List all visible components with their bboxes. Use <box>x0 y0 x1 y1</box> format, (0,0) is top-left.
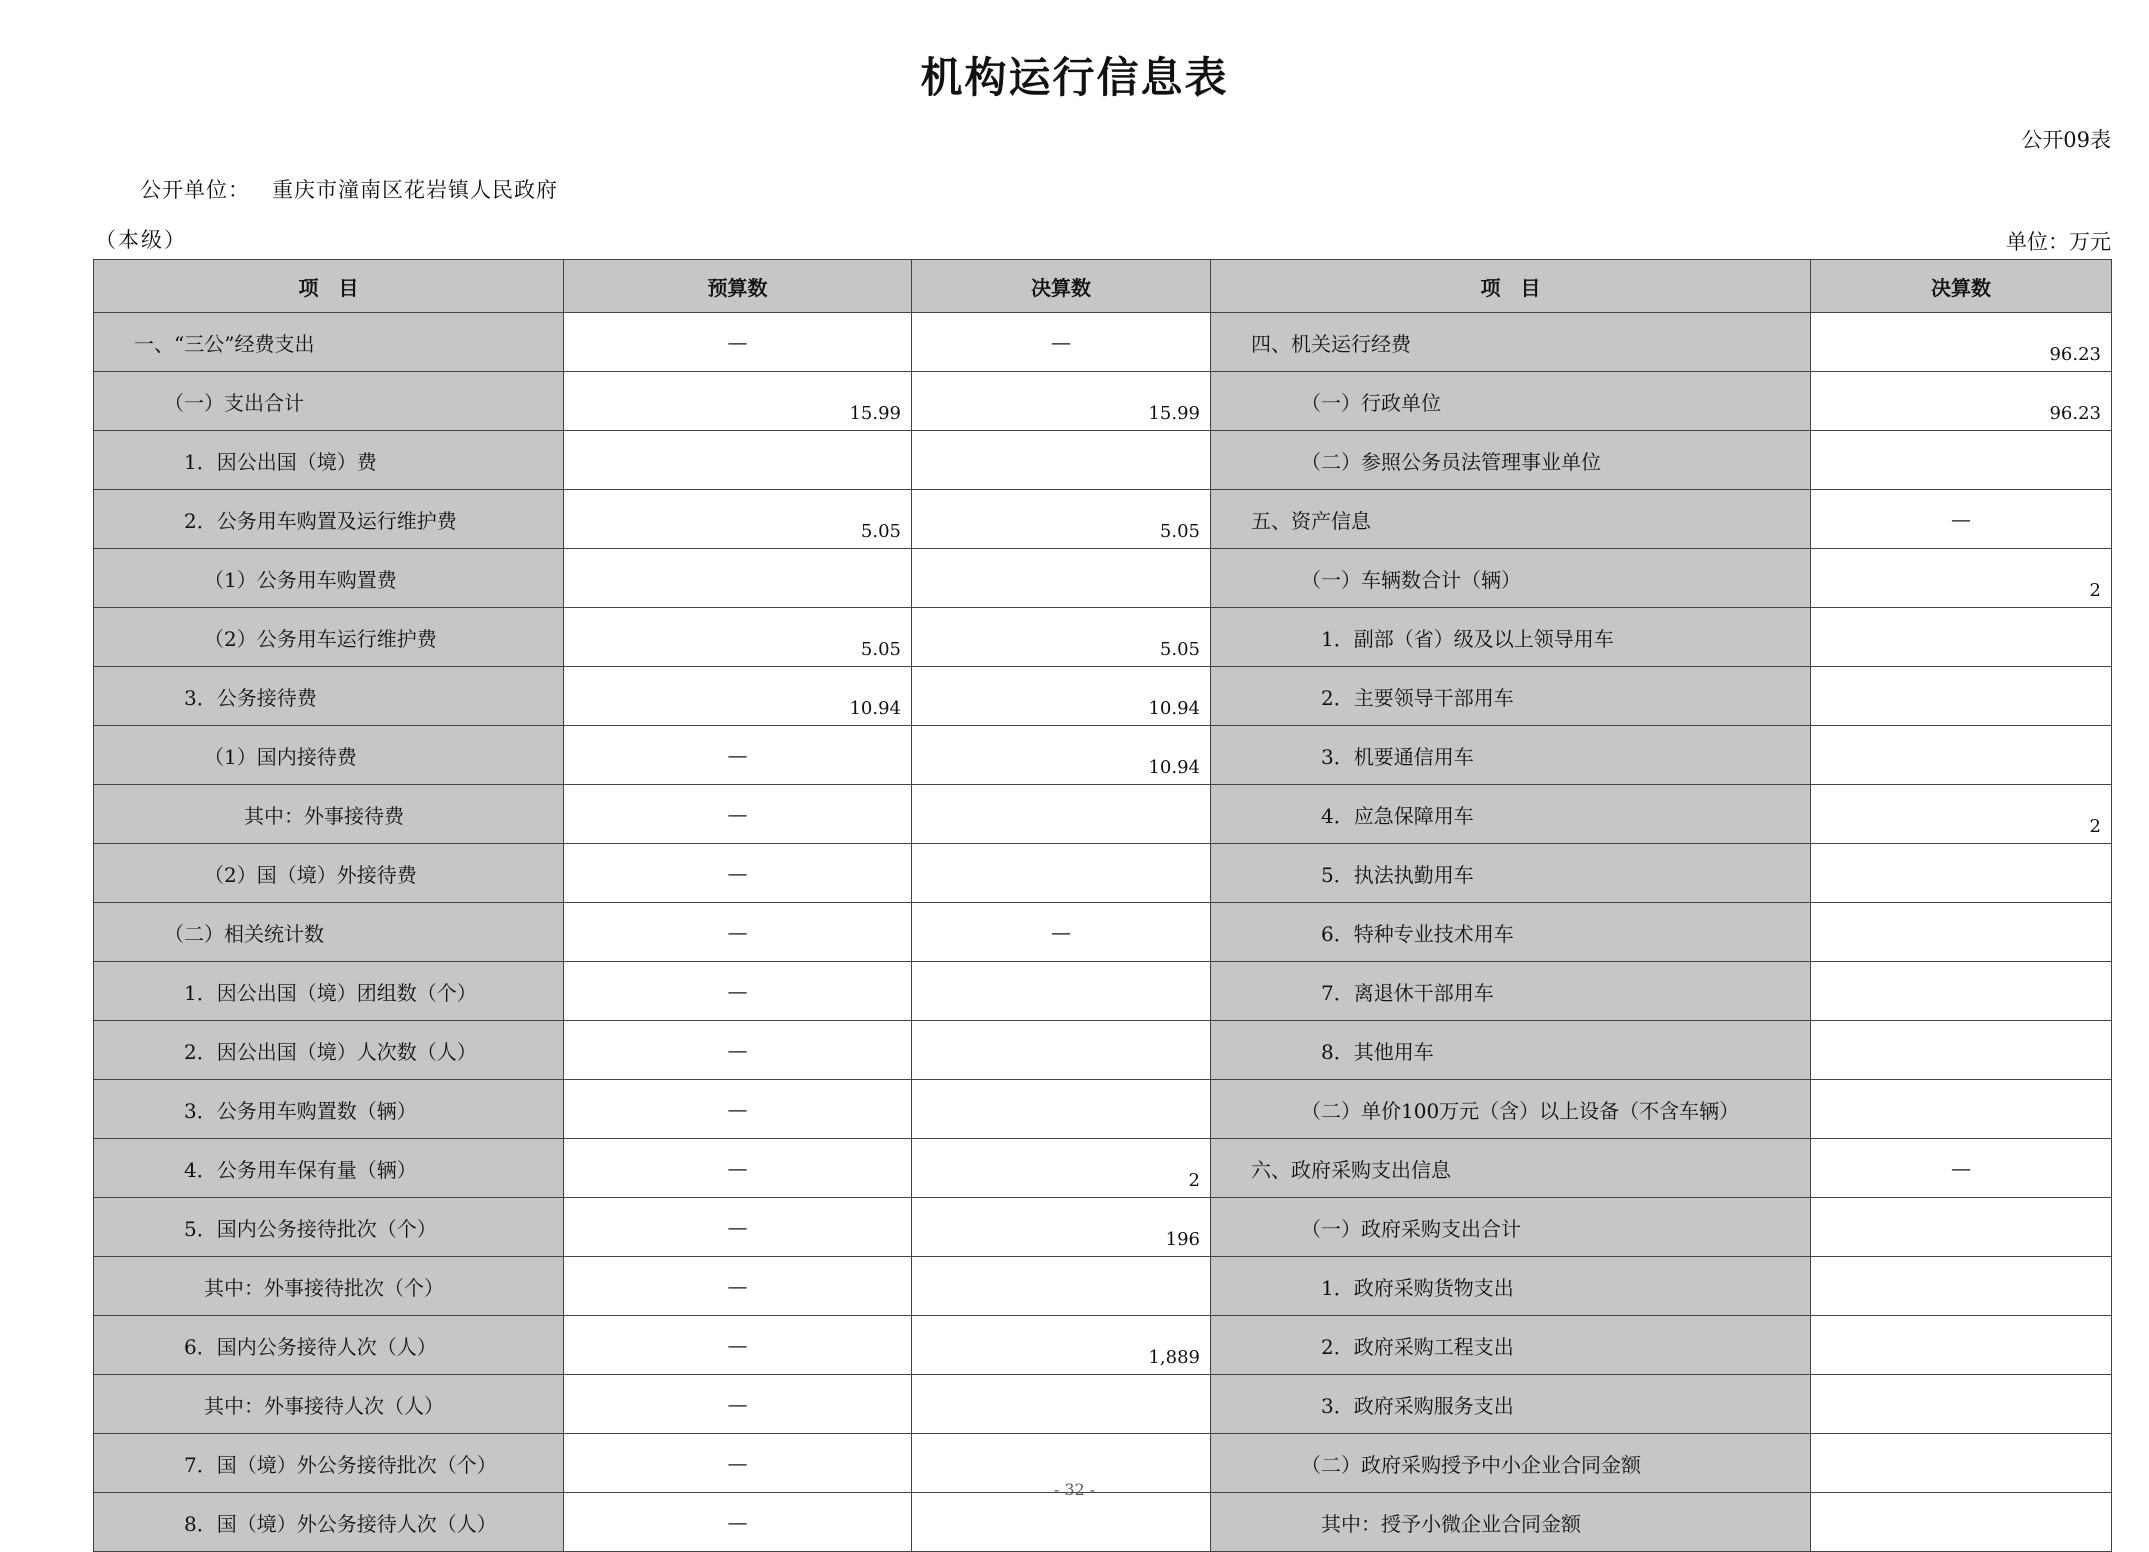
final-cell-right <box>1811 1375 2112 1434</box>
final-cell: 5.05 <box>912 490 1211 549</box>
budget-cell: — <box>564 1080 912 1139</box>
final-cell-right <box>1811 903 2112 962</box>
header-final: 决算数 <box>912 260 1211 313</box>
final-cell: 15.99 <box>912 372 1211 431</box>
row-item-left: 1．因公出国（境）团组数（个） <box>94 962 564 1021</box>
final-cell: 5.05 <box>912 608 1211 667</box>
row-item-left: （一）支出合计 <box>94 372 564 431</box>
final-cell: 2 <box>912 1139 1211 1198</box>
final-cell-right <box>1811 844 2112 903</box>
row-item-left: （2）公务用车运行维护费 <box>94 608 564 667</box>
row-item-right: 五、资产信息 <box>1211 490 1811 549</box>
row-item-right: 3．政府采购服务支出 <box>1211 1375 1811 1434</box>
final-cell-right <box>1811 1198 2112 1257</box>
budget-cell <box>564 549 912 608</box>
table-row <box>94 1198 2112 1257</box>
header-final-right: 决算数 <box>1811 260 2112 313</box>
final-cell-right <box>1811 608 2112 667</box>
row-item-right: 六、政府采购支出信息 <box>1211 1139 1811 1198</box>
header-item-left: 项 目 <box>94 260 564 313</box>
final-cell: 10.94 <box>912 667 1211 726</box>
table-row <box>94 785 2112 844</box>
row-item-right: （二）参照公务员法管理事业单位 <box>1211 431 1811 490</box>
row-item-right: （一）行政单位 <box>1211 372 1811 431</box>
page-title: 机构运行信息表 <box>920 53 1229 102</box>
row-item-right: （一）政府采购支出合计 <box>1211 1198 1811 1257</box>
table-row <box>94 726 2112 785</box>
final-cell <box>912 1375 1211 1434</box>
row-item-left: 7．国（境）外公务接待批次（个） <box>94 1434 564 1493</box>
row-item-left: 4．公务用车保有量（辆） <box>94 1139 564 1198</box>
budget-cell: — <box>564 1021 912 1080</box>
row-item-left: 3．公务用车购置数（辆） <box>94 1080 564 1139</box>
table-row <box>94 1316 2112 1375</box>
final-cell <box>912 785 1211 844</box>
table-row <box>94 844 2112 903</box>
budget-cell: — <box>564 1198 912 1257</box>
final-cell-right: 96.23 <box>1811 313 2112 372</box>
row-item-left: 3．公务接待费 <box>94 667 564 726</box>
final-cell <box>912 1080 1211 1139</box>
budget-cell: 15.99 <box>564 372 912 431</box>
table-row <box>94 1493 2112 1552</box>
row-item-right: 3．机要通信用车 <box>1211 726 1811 785</box>
final-cell: 1,889 <box>912 1316 1211 1375</box>
table-row <box>94 549 2112 608</box>
row-item-left: （二）相关统计数 <box>94 903 564 962</box>
row-item-left: （1）国内接待费 <box>94 726 564 785</box>
row-item-left: 其中：外事接待费 <box>94 785 564 844</box>
unit-label: 公开单位： <box>140 178 250 202</box>
budget-cell: 5.05 <box>564 608 912 667</box>
final-cell <box>912 844 1211 903</box>
budget-cell: — <box>564 1493 912 1552</box>
budget-cell: — <box>564 903 912 962</box>
final-cell <box>912 962 1211 1021</box>
row-item-right: 2．政府采购工程支出 <box>1211 1316 1811 1375</box>
row-item-right: 4．应急保障用车 <box>1211 785 1811 844</box>
row-item-right: （二）政府采购授予中小企业合同金额 <box>1211 1434 1811 1493</box>
table-header-row <box>94 260 2112 313</box>
budget-cell: — <box>564 1139 912 1198</box>
budget-cell <box>564 431 912 490</box>
row-item-left: 1．因公出国（境）费 <box>94 431 564 490</box>
row-item-right: （二）单价100万元（含）以上设备（不含车辆） <box>1211 1080 1811 1139</box>
final-cell: — <box>912 313 1211 372</box>
final-cell <box>912 549 1211 608</box>
budget-cell: — <box>564 844 912 903</box>
row-item-left: 6．国内公务接待人次（人） <box>94 1316 564 1375</box>
final-cell-right: 2 <box>1811 785 2112 844</box>
table-row <box>94 608 2112 667</box>
table-row <box>94 490 2112 549</box>
row-item-right: 8．其他用车 <box>1211 1021 1811 1080</box>
row-item-right: 1．副部（省）级及以上领导用车 <box>1211 608 1811 667</box>
row-item-left: 5．国内公务接待批次（个） <box>94 1198 564 1257</box>
budget-cell: 10.94 <box>564 667 912 726</box>
row-item-right: 2．主要领导干部用车 <box>1211 667 1811 726</box>
budget-cell: — <box>564 1316 912 1375</box>
row-item-left: 2．因公出国（境）人次数（人） <box>94 1021 564 1080</box>
row-item-left: 其中：外事接待人次（人） <box>94 1375 564 1434</box>
table-row <box>94 903 2112 962</box>
final-cell <box>912 1257 1211 1316</box>
row-item-right: 5．执法执勤用车 <box>1211 844 1811 903</box>
money-unit-label: 单位：万元 <box>2006 230 2111 254</box>
info-table <box>93 259 2112 1552</box>
table-body <box>94 313 2112 1552</box>
budget-cell: 5.05 <box>564 490 912 549</box>
table-row <box>94 1080 2112 1139</box>
final-cell: 196 <box>912 1198 1211 1257</box>
final-cell <box>912 431 1211 490</box>
table-row <box>94 431 2112 490</box>
table-row <box>94 1257 2112 1316</box>
budget-cell: — <box>564 726 912 785</box>
row-item-left: 一、“三公”经费支出 <box>94 313 564 372</box>
table-row <box>94 372 2112 431</box>
header-budget: 预算数 <box>564 260 912 313</box>
row-item-right: 四、机关运行经费 <box>1211 313 1811 372</box>
row-item-right: 6．特种专业技术用车 <box>1211 903 1811 962</box>
budget-cell: — <box>564 1375 912 1434</box>
final-cell-right <box>1811 1493 2112 1552</box>
final-cell-right <box>1811 1080 2112 1139</box>
table-row <box>94 313 2112 372</box>
row-item-left: （1）公务用车购置费 <box>94 549 564 608</box>
final-cell-right <box>1811 726 2112 785</box>
row-item-right: 1．政府采购货物支出 <box>1211 1257 1811 1316</box>
row-item-right: 7．离退休干部用车 <box>1211 962 1811 1021</box>
final-cell-right <box>1811 962 2112 1021</box>
budget-cell: — <box>564 1257 912 1316</box>
final-cell <box>912 1493 1211 1552</box>
final-cell-right <box>1811 1257 2112 1316</box>
final-cell-right: 2 <box>1811 549 2112 608</box>
final-cell <box>912 1021 1211 1080</box>
header-item-right: 项 目 <box>1211 260 1811 313</box>
final-cell-right <box>1811 431 2112 490</box>
budget-cell: — <box>564 785 912 844</box>
page-number: - 32 - <box>1053 1480 1096 1499</box>
table-row <box>94 667 2112 726</box>
final-cell: — <box>912 903 1211 962</box>
final-cell: 10.94 <box>912 726 1211 785</box>
final-cell-right <box>1811 1316 2112 1375</box>
row-item-left: 2．公务用车购置及运行维护费 <box>94 490 564 549</box>
row-item-left: 其中：外事接待批次（个） <box>94 1257 564 1316</box>
table-row <box>94 1375 2112 1434</box>
disclosure-unit-line <box>140 174 558 204</box>
row-item-left: （2）国（境）外接待费 <box>94 844 564 903</box>
budget-cell: — <box>564 1434 912 1493</box>
table-row <box>94 962 2112 1021</box>
budget-cell: — <box>564 962 912 1021</box>
final-cell-right <box>1811 1021 2112 1080</box>
final-cell-right <box>1811 667 2112 726</box>
unit-name: 重庆市潼南区花岩镇人民政府 <box>272 178 558 202</box>
table-row <box>94 1021 2112 1080</box>
form-number: 公开09表 <box>2021 128 2111 152</box>
row-item-left: 8．国（境）外公务接待人次（人） <box>94 1493 564 1552</box>
budget-cell: — <box>564 313 912 372</box>
final-cell-right: 96.23 <box>1811 372 2112 431</box>
row-item-right: 其中：授予小微企业合同金额 <box>1211 1493 1811 1552</box>
table-row <box>94 1139 2112 1198</box>
final-cell-right: — <box>1811 490 2112 549</box>
row-item-right: （一）车辆数合计（辆） <box>1211 549 1811 608</box>
final-cell-right: — <box>1811 1139 2112 1198</box>
level-label: （本级） <box>95 228 187 252</box>
